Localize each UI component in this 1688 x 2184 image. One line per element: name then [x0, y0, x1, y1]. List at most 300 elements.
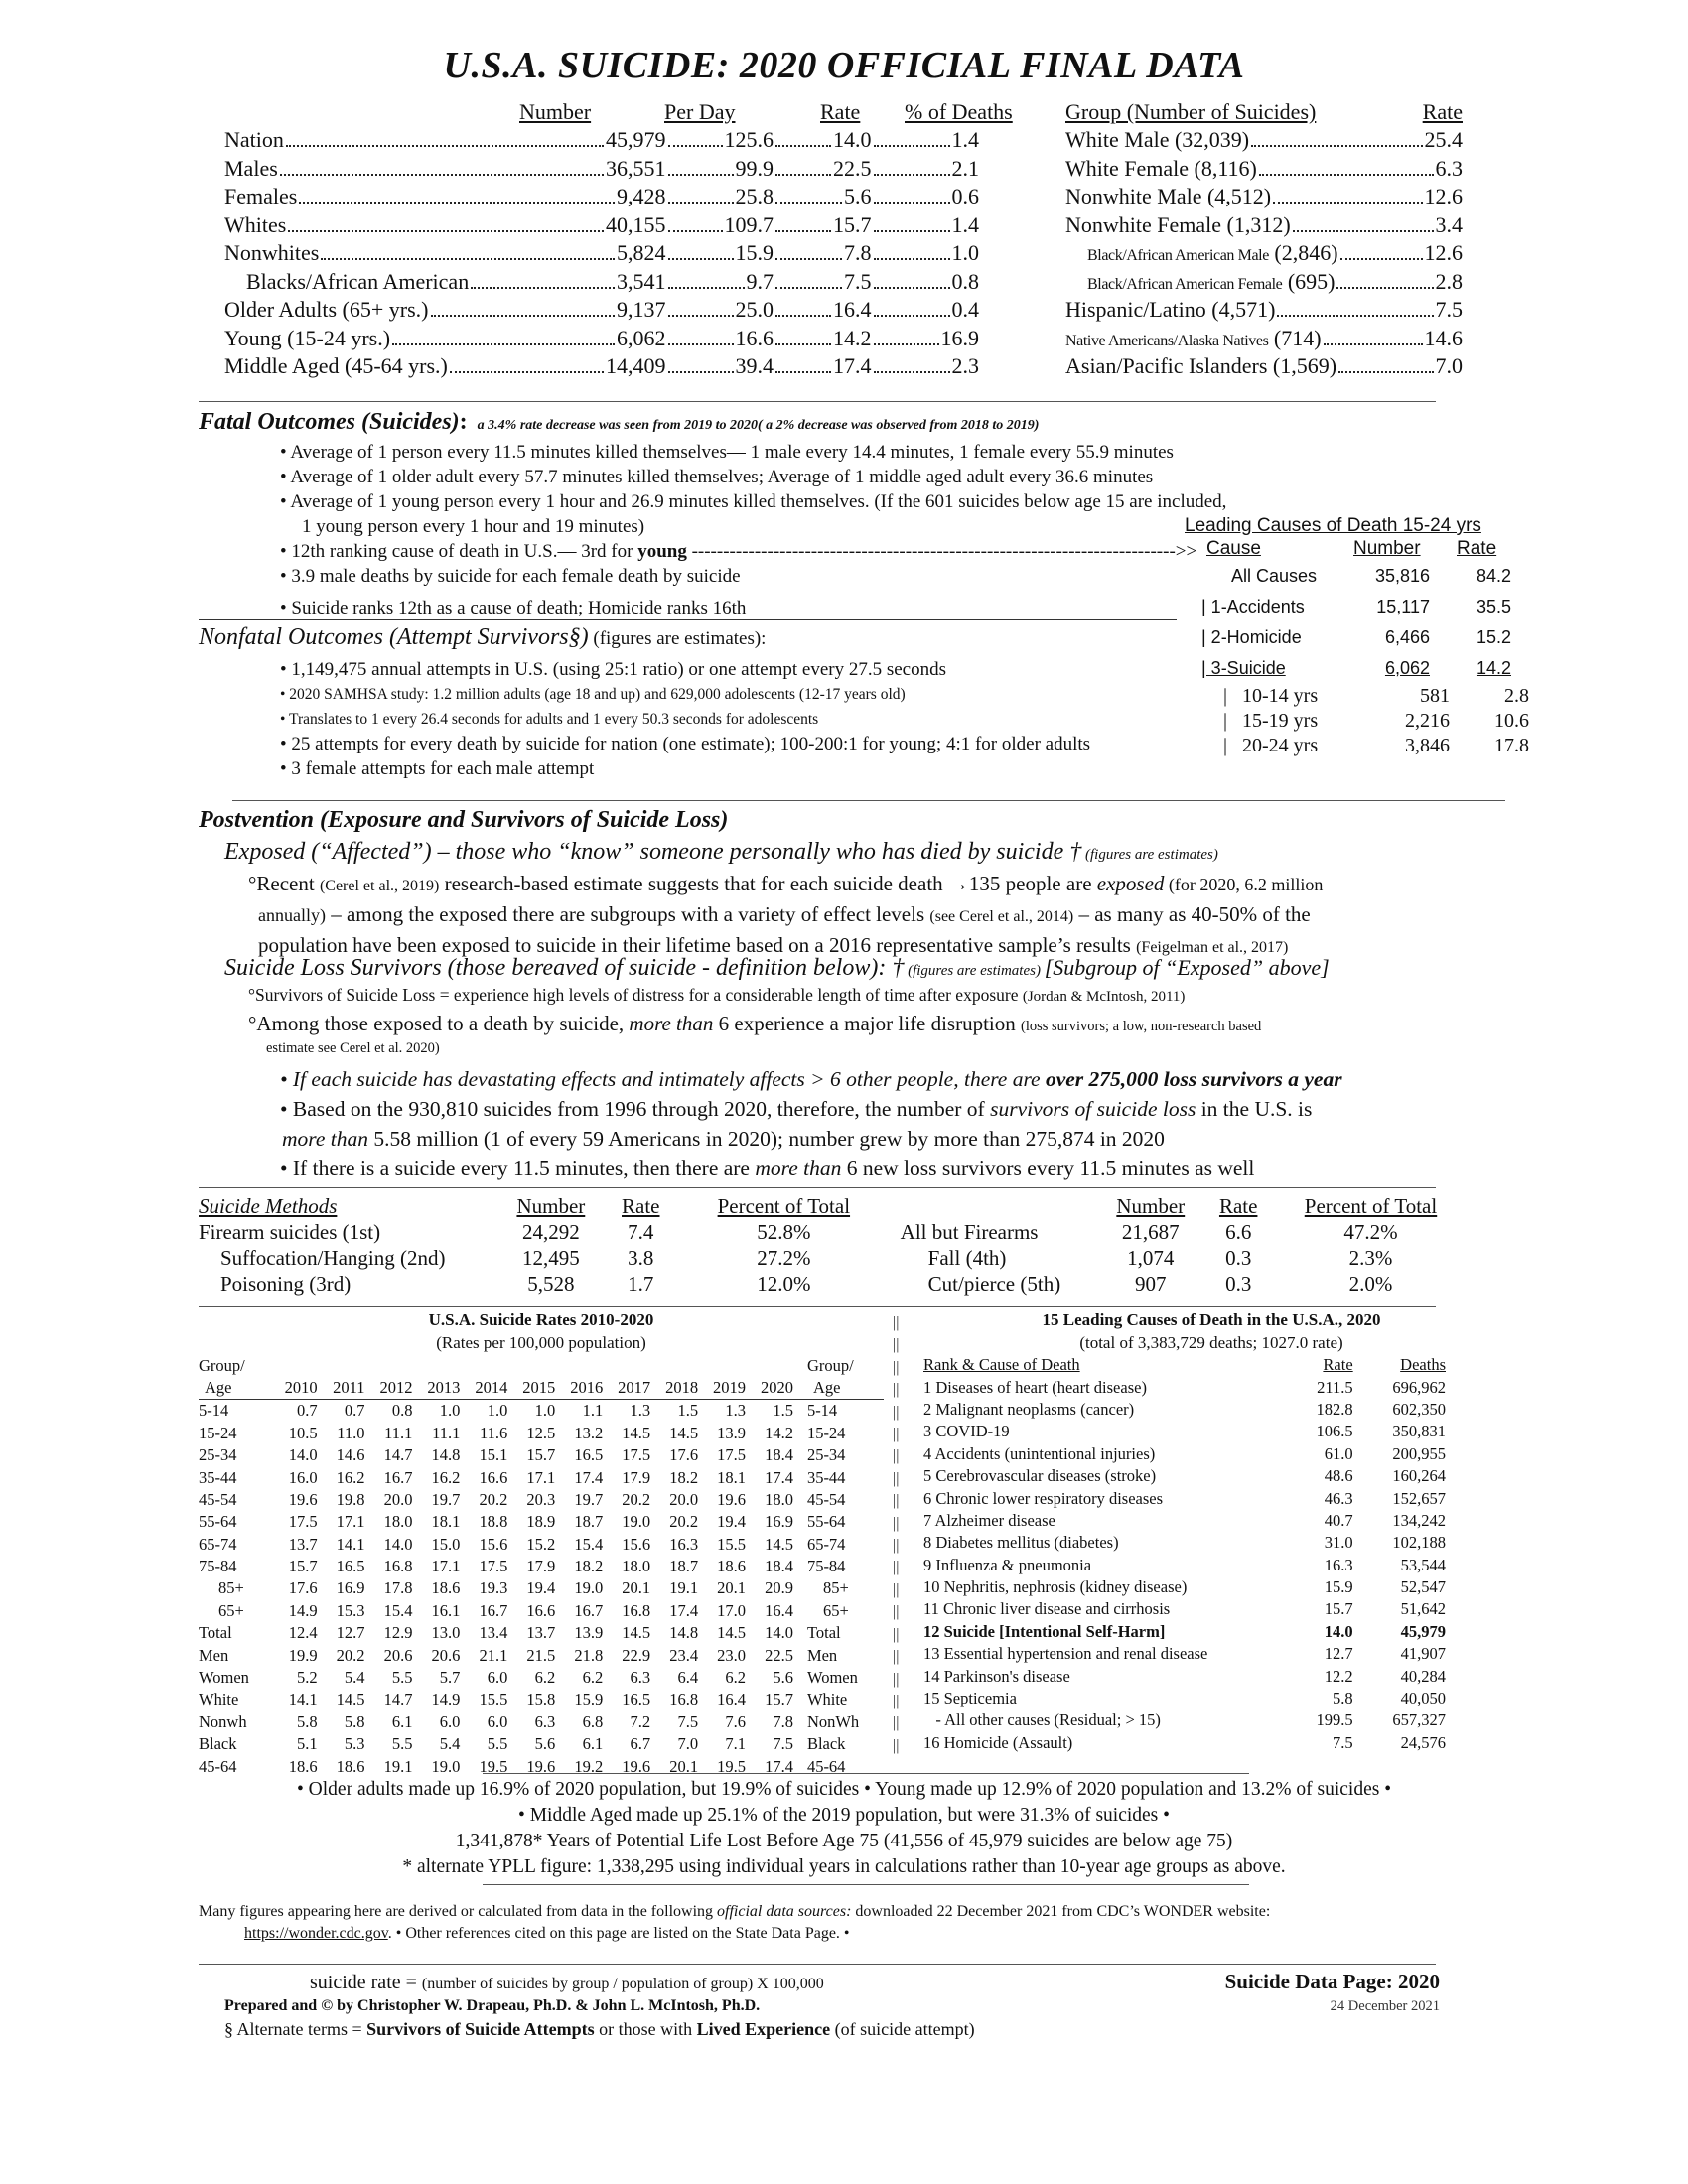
- cause-row: [914, 1576, 1446, 1598]
- wonder-link[interactable]: https://wonder.cdc.gov: [244, 1925, 388, 1942]
- summary-row: [224, 269, 979, 298]
- rates-value: 19.1: [669, 1578, 699, 1598]
- rates-group-label: Group/: [806, 1355, 854, 1375]
- rates-value: 14.7: [383, 1445, 413, 1465]
- cause-rate: 15.7: [1324, 1599, 1353, 1619]
- rates-value: 18.0: [622, 1557, 651, 1576]
- rates-row: [199, 1689, 884, 1710]
- rates-value: 6.2: [582, 1668, 604, 1688]
- rates-value: 20.0: [383, 1489, 413, 1509]
- rates-row: [199, 1667, 884, 1689]
- rates-value: 15.6: [622, 1534, 651, 1554]
- rates-year: 2011: [333, 1377, 365, 1397]
- header-group-rate: Rate: [1422, 99, 1463, 124]
- rates-value: 19.4: [717, 1512, 746, 1532]
- group-rate: 7.0: [1435, 353, 1463, 378]
- rates-value: 17.1: [431, 1557, 461, 1576]
- group-rate: 3.4: [1435, 211, 1463, 237]
- cause-row: [914, 1709, 1446, 1731]
- rates-value: 11.1: [384, 1423, 413, 1442]
- rates-year: 2016: [570, 1377, 604, 1397]
- rates-value: 6.2: [534, 1668, 556, 1688]
- rates-group: 65+: [822, 1600, 849, 1620]
- rates-value: 20.2: [479, 1489, 508, 1509]
- rates-row: [199, 1511, 884, 1533]
- notes: • Older adults made up 16.9% of 2020 population, but 19.9% of suicides • Young made up 12.9% of 2020 population and 13.2% of suicides • • Middle Aged made up 25.1% of the 2019 population, but were 31.3% of suicides • 1,341,878* Years of Potential Life Lost Before Age 75 (41,556 of 45,979 suicides are below age 75) * alternate YPLL figure: 1,338,295 using individual years in calculations rather than 10-year age groups as above.: [296, 1779, 1392, 1877]
- header-per-day: Per Day: [664, 99, 736, 124]
- rates-value: 21.1: [479, 1645, 508, 1665]
- cause-row: [914, 1443, 1446, 1465]
- rates-value: 22.5: [765, 1645, 793, 1665]
- rates-group: 35-44: [199, 1467, 237, 1487]
- rates-value: 1.3: [630, 1401, 651, 1421]
- rates-row: [199, 1577, 884, 1599]
- rates-value: 19.0: [431, 1756, 461, 1776]
- young-cause: | 3-Suicide: [1201, 658, 1286, 678]
- method-rate: 7.4: [628, 1219, 654, 1244]
- summary-number: 9,428: [617, 184, 666, 208]
- rates-value: 14.1: [336, 1534, 365, 1554]
- summary-number: 5,824: [617, 240, 666, 265]
- rates-value: 14.5: [622, 1623, 651, 1643]
- rates-value: 5.7: [439, 1668, 461, 1688]
- loss-bullets: • If each suicide has devastating effects and intimately affects > 6 other people, there are over 275,000 loss survivors a year • Based on the 930,810 suicides from 1996 through 2020, therefore, the number of survivors of suicide loss in the U.S. is more than 5.58 million (1 of every 59 Americans in 2020); number grew by more than 275,874 in 2020 • If there is a suicide every 11.5 minutes, then there are more than 6 new loss survivors every 11.5 minutes as well: [280, 1067, 1342, 1180]
- summary-row: [224, 297, 979, 326]
- young-cause: | 2-Homicide: [1201, 627, 1302, 647]
- method-pct: 27.2%: [757, 1245, 811, 1270]
- summary-label: Nation: [224, 127, 284, 152]
- group-row: [1065, 127, 1463, 156]
- rates-value: 15.6: [479, 1534, 508, 1554]
- summary-rate: 7.8: [844, 240, 872, 265]
- rates-value: 6.1: [391, 1711, 413, 1731]
- cause-rate: 16.3: [1324, 1555, 1353, 1574]
- rates-row: [199, 1444, 884, 1466]
- rates-row: [199, 1466, 884, 1488]
- rates-group: 45-54: [806, 1489, 846, 1509]
- summary-label: Older Adults (65+ yrs.): [224, 297, 429, 322]
- rates-year: 2014: [475, 1377, 508, 1397]
- method-rate: 1.7: [628, 1271, 654, 1296]
- cause-rate: 7.5: [1333, 1732, 1353, 1752]
- rates-group: NonWh: [806, 1711, 860, 1731]
- rates-row: [199, 1644, 884, 1666]
- young-rate: 15.2: [1476, 627, 1511, 647]
- rates-value: 5.4: [439, 1734, 461, 1754]
- cause-rate: 12.2: [1324, 1666, 1353, 1686]
- page-title: U.S.A. SUICIDE: 2020 OFFICIAL FINAL DATA: [443, 45, 1245, 86]
- rates-value: 15.2: [526, 1534, 556, 1554]
- rates-value: 19.8: [336, 1489, 365, 1509]
- cause-deaths: 602,350: [1392, 1399, 1446, 1419]
- rates-value: 21.5: [526, 1645, 556, 1665]
- cause-rate: 106.5: [1316, 1422, 1353, 1441]
- method-pct: 47.2%: [1343, 1219, 1398, 1244]
- summary-label: Males: [224, 155, 278, 181]
- rates-value: 16.3: [669, 1534, 699, 1554]
- rates-value: 6.0: [487, 1711, 508, 1731]
- young-age-number: 2,216: [1405, 710, 1450, 732]
- loss-definition: °Survivors of Suicide Loss = experience high levels of distress for a considerable length of time after exposure (Jordan & McIntosh, 2011): [248, 985, 1186, 1005]
- rates-value: 20.2: [622, 1489, 651, 1509]
- cause-label: 1 Diseases of heart (heart disease): [923, 1377, 1147, 1397]
- rates-group: Total: [806, 1623, 841, 1643]
- cause-rate: 5.8: [1333, 1689, 1353, 1708]
- rates-year: 2015: [522, 1377, 556, 1397]
- group-rate: 2.8: [1435, 268, 1463, 294]
- rates-value: 18.7: [669, 1557, 699, 1576]
- summary-number: 3,541: [617, 268, 666, 294]
- rates-value: 16.8: [622, 1600, 651, 1620]
- rates-row: [199, 1711, 884, 1733]
- rates-group: 45-54: [199, 1489, 237, 1509]
- summary-per-day: 125.6: [724, 127, 774, 152]
- rates-value: 5.6: [534, 1734, 556, 1754]
- rates-value: 16.2: [336, 1467, 365, 1487]
- method-number: 21,687: [1121, 1219, 1180, 1244]
- rates-group: 85+: [822, 1578, 849, 1598]
- methods-row: [199, 1271, 1470, 1297]
- cause-label: 13 Essential hypertension and renal disease: [923, 1644, 1208, 1664]
- rates-value: 17.5: [717, 1445, 746, 1465]
- group-label: White Male (32,039): [1065, 127, 1250, 152]
- rates-value: 19.5: [479, 1756, 508, 1776]
- rates-value: 18.6: [336, 1756, 365, 1776]
- cause-deaths: 657,327: [1392, 1710, 1446, 1730]
- rates-value: 5.3: [344, 1734, 365, 1754]
- summary-label: Middle Aged (45-64 yrs.): [224, 353, 448, 378]
- rates-value: 18.0: [765, 1489, 793, 1509]
- rates-value: 1.0: [534, 1401, 556, 1421]
- rates-group: 25-34: [806, 1445, 846, 1465]
- rates-value: 19.0: [622, 1512, 651, 1532]
- group-row: [1065, 297, 1463, 326]
- cause-rate: 48.6: [1324, 1466, 1353, 1486]
- method-number: 12,495: [521, 1245, 580, 1270]
- group-row: [1065, 353, 1463, 382]
- rates-value: 14.1: [288, 1690, 318, 1709]
- cause-rate: 40.7: [1324, 1510, 1353, 1530]
- table-separator: || || || || || || || || || || || || || || || || || || || ||: [893, 1314, 900, 1754]
- young-cause-row: [1201, 566, 1529, 597]
- rates-value: 7.0: [677, 1734, 699, 1754]
- rates-value: 18.4: [765, 1445, 793, 1465]
- young-number: 15,117: [1376, 597, 1430, 616]
- rates-value: 20.0: [669, 1489, 699, 1509]
- young-age: | 20-24 yrs: [1223, 735, 1319, 756]
- rates-value: 16.5: [336, 1557, 365, 1576]
- rates-value: 1.0: [439, 1401, 461, 1421]
- summary-table: [224, 99, 1039, 382]
- young-age-rate: 17.8: [1494, 735, 1529, 756]
- summary-number: 45,979: [606, 127, 666, 152]
- summary-label: Blacks/African American: [246, 268, 470, 294]
- summary-pct: 1.0: [951, 240, 979, 265]
- summary-rate: 14.0: [833, 127, 872, 152]
- method-rate: 6.6: [1225, 1219, 1252, 1244]
- method-rate: 0.3: [1225, 1271, 1252, 1296]
- young-number: 35,816: [1374, 566, 1430, 586]
- rates-value: 14.8: [431, 1445, 461, 1465]
- rates-group: Total: [199, 1623, 232, 1643]
- young-causes-ages: [1223, 685, 1529, 759]
- rates-value: 18.2: [669, 1467, 699, 1487]
- rates-row: [199, 1600, 884, 1622]
- rates-row: [199, 1423, 884, 1444]
- page-label: Suicide Data Page: 2020: [1224, 1970, 1440, 1993]
- summary-row: [224, 240, 979, 269]
- cause-label: 14 Parkinson's disease: [923, 1666, 1070, 1686]
- rates-year: 2012: [379, 1377, 413, 1397]
- method-label: Poisoning (3rd): [220, 1271, 352, 1296]
- cause-rate: 31.0: [1324, 1533, 1353, 1553]
- group-label: Nonwhite Female (1,312): [1065, 211, 1291, 237]
- exposed-heading: Exposed (“Affected”) – those who “know” someone personally who has died by suicide † (figures are estimates): [224, 839, 1218, 865]
- rates-value: 14.0: [765, 1623, 793, 1643]
- cause-label: 6 Chronic lower respiratory diseases: [923, 1488, 1164, 1508]
- summary-pct: 1.4: [951, 211, 979, 237]
- cause-row: [914, 1532, 1446, 1554]
- young-age-number: 3,846: [1405, 735, 1450, 756]
- group-rate: 12.6: [1424, 184, 1463, 208]
- group-label: Asian/Pacific Islanders (1,569): [1065, 353, 1337, 378]
- rates-value: 16.0: [288, 1467, 318, 1487]
- rates-year: 2010: [284, 1377, 318, 1397]
- recent-estimate: °Recent (Cerel et al., 2019) research-based estimate suggests that for each suicide death →135 people are exposed (for 2020, 6.2 million annually) – among the exposed there are subgroups with a variety of effect levels (see Cerel et al., 2014) – as many as 40-50% of the population have been exposed to suicide in their lifetime based on a 2016 representative sample’s results (Feigelman et al., 2017): [248, 872, 1324, 957]
- rates-value: 14.2: [765, 1423, 793, 1442]
- rates-value: 20.2: [669, 1512, 699, 1532]
- summary-rate: 16.4: [833, 297, 872, 322]
- rates-value: 13.7: [526, 1623, 556, 1643]
- cause-rate: 12.7: [1324, 1644, 1353, 1664]
- rates-age-label: Age: [812, 1377, 841, 1397]
- method-number: 24,292: [521, 1219, 580, 1244]
- rates-value: 18.9: [526, 1512, 556, 1532]
- rates-value: 14.5: [765, 1534, 793, 1554]
- rates-value: 6.0: [439, 1711, 461, 1731]
- rates-row: [199, 1733, 884, 1755]
- rates-value: 7.8: [773, 1711, 793, 1731]
- header-pct-deaths: % of Deaths: [905, 99, 1013, 124]
- summary-pct: 0.8: [951, 268, 979, 294]
- cause-label: 9 Influenza & pneumonia: [923, 1555, 1092, 1574]
- group-row: [1065, 156, 1463, 185]
- cause-label: 10 Nephritis, nephrosis (kidney disease): [923, 1577, 1188, 1597]
- young-causes-title: Leading Causes of Death 15-24 yrs: [1185, 515, 1481, 536]
- group-row: [1065, 212, 1463, 241]
- summary-per-day: 25.8: [735, 184, 774, 208]
- rates-value: 5.5: [487, 1734, 508, 1754]
- summary-rate: 5.6: [844, 184, 872, 208]
- divider: [483, 1884, 1249, 1885]
- rates-row: [199, 1489, 884, 1511]
- rates-value: 13.4: [479, 1623, 508, 1643]
- cause-rate: 211.5: [1317, 1377, 1353, 1397]
- rates-table: [199, 1332, 884, 1778]
- rates-value: 13.9: [574, 1623, 604, 1643]
- leading15-subtitle: (total of 3,383,729 deaths; 1027.0 rate): [1079, 1333, 1343, 1352]
- rates-value: 19.6: [717, 1489, 746, 1509]
- rates-group: 75-84: [806, 1557, 846, 1576]
- rates-value: 19.7: [431, 1489, 461, 1509]
- rates-value: 15.1: [479, 1445, 508, 1465]
- rates-group: Men: [199, 1645, 229, 1665]
- group-rate: 6.3: [1435, 155, 1463, 181]
- rates-value: 16.9: [765, 1512, 793, 1532]
- rates-value: 15.8: [526, 1690, 556, 1709]
- cause-label: 5 Cerebrovascular diseases (stroke): [923, 1466, 1157, 1486]
- divider: [232, 800, 1505, 801]
- method-label: Cut/pierce (5th): [927, 1271, 1061, 1296]
- rates-value: 23.4: [669, 1645, 699, 1665]
- summary-number: 40,155: [606, 211, 666, 237]
- summary-number: 36,551: [606, 155, 666, 181]
- group-row: [1065, 240, 1463, 269]
- summary-label: Young (15-24 yrs.): [224, 325, 391, 350]
- cause-deaths: 40,050: [1400, 1689, 1446, 1708]
- young-rate: 35.5: [1476, 597, 1511, 616]
- group-rate: 25.4: [1424, 127, 1463, 152]
- rates-value: 17.5: [622, 1445, 651, 1465]
- summary-row: [224, 156, 979, 185]
- loss-heading: Suicide Loss Survivors (those bereaved of suicide - definition below): † (figures are estimates) [Subgroup of “Exposed” above]: [224, 955, 1330, 981]
- rates-group: 15-24: [199, 1423, 237, 1442]
- rates-value: 19.0: [574, 1578, 604, 1598]
- rates-value: 16.7: [479, 1600, 508, 1620]
- rates-value: 17.6: [288, 1578, 318, 1598]
- rates-value: 17.4: [669, 1600, 699, 1620]
- group-rate: 14.6: [1424, 325, 1463, 350]
- rates-group: 55-64: [199, 1512, 237, 1532]
- young-age-row: [1223, 735, 1529, 759]
- young-rate: 84.2: [1476, 566, 1511, 586]
- rates-value: 6.4: [677, 1668, 699, 1688]
- rates-value: 18.6: [717, 1557, 746, 1576]
- rates-value: 17.9: [622, 1467, 651, 1487]
- group-label: Black/African American Female (695): [1087, 268, 1336, 294]
- summary-per-day: 99.9: [735, 155, 774, 181]
- rates-value: 19.9: [288, 1645, 318, 1665]
- cause-label: 3 COVID-19: [923, 1422, 1010, 1441]
- cause-rate: 182.8: [1316, 1399, 1353, 1419]
- rates-value: 6.7: [630, 1734, 651, 1754]
- rates-value: 16.8: [669, 1690, 699, 1709]
- rates-value: 16.2: [431, 1467, 461, 1487]
- cause-label: 15 Septicemia: [923, 1689, 1017, 1708]
- rates-value: 12.9: [383, 1623, 413, 1643]
- young-age-rate: 2.8: [1504, 685, 1529, 707]
- group-row: [1065, 184, 1463, 212]
- group-label: Nonwhite Male (4,512): [1065, 184, 1272, 208]
- young-causes-table: [1201, 566, 1529, 689]
- summary-per-day: 25.0: [735, 297, 774, 322]
- summary-pct: 2.3: [951, 353, 979, 378]
- rates-group: White: [199, 1690, 239, 1709]
- rates-value: 13.7: [288, 1534, 318, 1554]
- rates-age-label: Age: [205, 1377, 232, 1397]
- summary-row: [224, 184, 979, 212]
- rates-value: 18.2: [574, 1557, 604, 1576]
- rates-value: 17.0: [717, 1600, 746, 1620]
- summary-per-day: 9.7: [746, 268, 774, 294]
- rates-value: 20.9: [765, 1578, 793, 1598]
- fatal-bullets: • Average of 1 person every 11.5 minutes killed themselves— 1 male every 14.4 minutes, 1 female every 55.9 minutes • Average of 1 older adult every 57.7 minutes killed themselves; Average of 1 middle aged adult every 36.6 minutes • Average of 1 young person every 1 hour and 26.9 minutes killed themselves. (If the 601 suicides below age 15 are included, 1 young person every 1 hour and 19 minutes) • 12th ranking cause of death in U.S.— 3rd for young ----------------------------------------------------------------------------->> • 3.9 male deaths by suicide for each female death by suicide: [280, 442, 1227, 587]
- rates-group: 35-44: [806, 1467, 846, 1487]
- cause-deaths: 696,962: [1392, 1377, 1446, 1397]
- rates-year: 2019: [713, 1377, 746, 1397]
- cause-row: [914, 1732, 1446, 1754]
- rates-value: 5.1: [297, 1734, 318, 1754]
- rates-value: 7.6: [725, 1711, 746, 1731]
- rates-value: 16.6: [526, 1600, 556, 1620]
- rates-value: 20.1: [669, 1756, 699, 1776]
- rates-value: 17.5: [288, 1512, 318, 1532]
- rates-value: 18.0: [383, 1512, 413, 1532]
- cause-deaths: 134,242: [1392, 1510, 1446, 1530]
- rates-value: 1.0: [487, 1401, 508, 1421]
- nonfatal-heading: Nonfatal Outcomes (Attempt Survivors§) (figures are estimates):: [199, 624, 767, 650]
- rates-value: 5.2: [297, 1668, 318, 1688]
- rates-value: 21.8: [574, 1645, 604, 1665]
- divider: [199, 401, 1436, 402]
- divider: [199, 1187, 1436, 1188]
- rates-value: 17.1: [526, 1467, 556, 1487]
- nonfatal-bullets: • 1,149,475 annual attempts in U.S. (using 25:1 ratio) or one attempt every 27.5 seconds • 2020 SAMHSA study: 1.2 million adults (age 18 and up) and 629,000 adolescents (12-17 years old) • Translates to 1 every 26.4 seconds for adults and 1 every 50.3 seconds for adolescents • 25 attempts for every death by suicide for nation (one estimate); 100-200:1 for young; 4:1 for older adults • 3 female attempts for each male attempt: [280, 659, 1091, 779]
- rates-value: 0.7: [297, 1401, 318, 1421]
- summary-row: [224, 326, 979, 354]
- rates-value: 14.5: [669, 1423, 699, 1442]
- young-cause-row: [1201, 597, 1529, 627]
- method-label: Fall (4th): [927, 1245, 1007, 1270]
- young-age-number: 581: [1420, 685, 1450, 707]
- rates-group: Women: [806, 1668, 858, 1688]
- rates-value: 15.3: [336, 1600, 365, 1620]
- method-number: 907: [1135, 1271, 1167, 1296]
- rates-value: 12.5: [526, 1423, 556, 1442]
- method-rate: 3.8: [628, 1245, 654, 1270]
- cause-row: [914, 1510, 1446, 1532]
- summary-number: 6,062: [617, 325, 666, 350]
- rates-value: 5.5: [391, 1668, 413, 1688]
- rates-value: 10.5: [288, 1423, 318, 1442]
- header-number: Number: [519, 99, 592, 124]
- rates-year: 2017: [618, 1377, 651, 1397]
- rates-value: 12.4: [288, 1623, 318, 1643]
- young-cause-row: [1201, 627, 1529, 658]
- rates-group: White: [806, 1690, 848, 1709]
- cause-row: [914, 1598, 1446, 1620]
- rates-value: 14.0: [383, 1534, 413, 1554]
- summary-rate: 7.5: [844, 268, 872, 294]
- rates-value: 16.4: [717, 1690, 746, 1709]
- rates-group: 75-84: [199, 1557, 237, 1576]
- rates-value: 15.7: [288, 1557, 318, 1576]
- rates-value: 14.9: [288, 1600, 318, 1620]
- methods-row: [199, 1245, 1470, 1271]
- rates-value: 22.9: [622, 1645, 651, 1665]
- rates-value: 16.1: [431, 1600, 461, 1620]
- rates-group: 65-74: [806, 1534, 846, 1554]
- rates-value: 17.4: [574, 1467, 604, 1487]
- rates-value: 16.5: [622, 1690, 651, 1709]
- young-number: 6,062: [1384, 658, 1430, 678]
- divider: [199, 1964, 1436, 1965]
- rates-value: 12.7: [336, 1623, 365, 1643]
- cause-deaths: 45,979: [1400, 1621, 1446, 1641]
- rates-value: 14.0: [288, 1445, 318, 1465]
- cause-deaths: 51,642: [1400, 1599, 1446, 1619]
- rates-value: 14.9: [431, 1690, 461, 1709]
